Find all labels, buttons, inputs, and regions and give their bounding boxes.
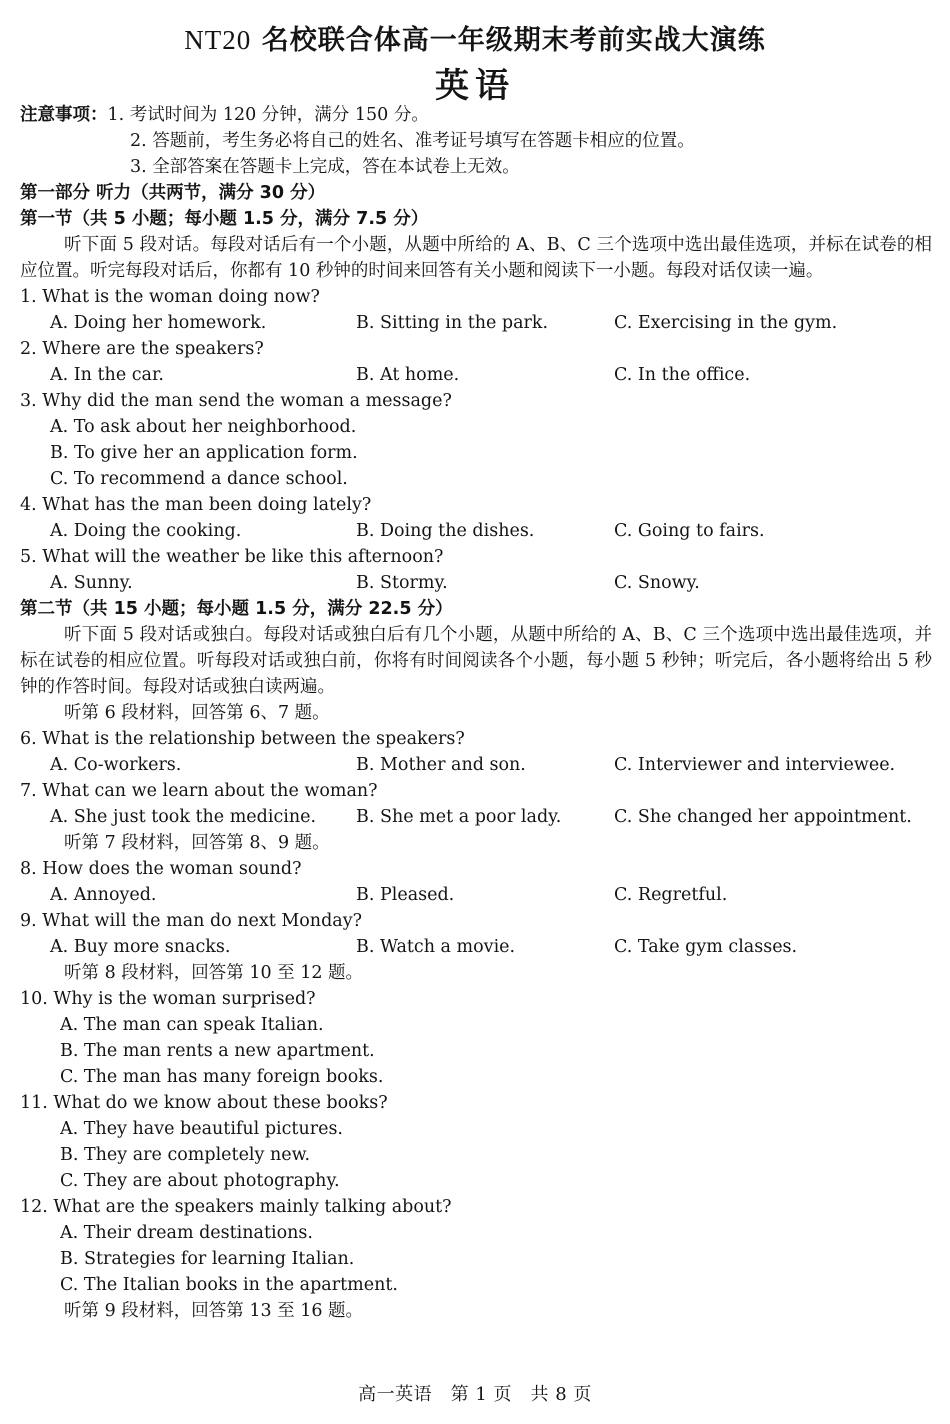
- question-9: 9. What will the man do next Monday?: [20, 911, 362, 931]
- notes-item-3: 3. 全部答案在答题卡上完成，答在本试卷上无效。: [130, 157, 520, 177]
- options-1: [20, 310, 932, 336]
- options-6: [20, 752, 932, 778]
- notes-line-1: [20, 102, 932, 128]
- option-4c: C. Going to fairs.: [614, 521, 765, 541]
- options-9: [20, 934, 932, 960]
- option-5a: A. Sunny.: [50, 573, 133, 593]
- section1-heading: 第一节（共 5 小题；每小题 1.5 分，满分 7.5 分）: [20, 209, 429, 229]
- option-9a: A. Buy more snacks.: [50, 937, 231, 957]
- question-10: 10. Why is the woman surprised?: [20, 989, 316, 1009]
- question-7: 7. What can we learn about the woman?: [20, 781, 378, 801]
- question-2: 2. Where are the speakers?: [20, 339, 264, 359]
- question-5: 5. What will the weather be like this afternoon?: [20, 547, 444, 567]
- option-9b: B. Watch a movie.: [356, 937, 516, 957]
- material-intro-9: 听第 9 段材料，回答第 13 至 16 题。: [64, 1301, 364, 1321]
- material-intro-6: 听第 6 段材料，回答第 6、7 题。: [64, 703, 330, 723]
- section2-instructions: 听下面 5 段对话或独白。每段对话或独白后有几个小题，从题中所给的 A、B、C 三个选项中选出最佳选项，并标在试卷的相应位置。听每段对话或独白前，你将有时间阅读各个小题，每小题 5 秒钟；听完后，各小题将给出 5 秒钟的作答时间。每段对话或独白读两遍。: [20, 625, 932, 697]
- option-2b: B. At home.: [356, 365, 460, 385]
- question-4: 4. What has the man been doing lately?: [20, 495, 372, 515]
- option-1c: C. Exercising in the gym.: [614, 313, 838, 333]
- subject-heading: 英语: [435, 66, 515, 106]
- option-3c: C. To recommend a dance school.: [50, 469, 348, 489]
- section1-instructions: 听下面 5 段对话。每段对话后有一个小题，从题中所给的 A、B、C 三个选项中选出最佳选项，并标在试卷的相应位置。听完每段对话后，你都有 10 秒钟的时间来回答有关小题和阅读下一小题。每段对话仅读一遍。: [20, 235, 932, 281]
- exam-title: [0, 18, 950, 57]
- options-2: [20, 362, 932, 388]
- material-intro-7: 听第 7 段材料，回答第 8、9 题。: [64, 833, 330, 853]
- question-8: 8. How does the woman sound?: [20, 859, 302, 879]
- option-11c: C. They are about photography.: [60, 1171, 340, 1191]
- option-6b: B. Mother and son.: [356, 755, 526, 775]
- material-intro-8: 听第 8 段材料，回答第 10 至 12 题。: [64, 963, 364, 983]
- option-4a: A. Doing the cooking.: [50, 521, 242, 541]
- part1-heading: 第一部分 听力（共两节，满分 30 分）: [20, 183, 326, 203]
- options-4: [20, 518, 932, 544]
- option-7a: A. She just took the medicine.: [50, 807, 317, 827]
- option-12c: C. The Italian books in the apartment.: [60, 1275, 398, 1295]
- option-2c: C. In the office.: [614, 365, 751, 385]
- option-9c: C. Take gym classes.: [614, 937, 798, 957]
- question-12: 12. What are the speakers mainly talking about?: [20, 1197, 452, 1217]
- option-5b: B. Stormy.: [356, 573, 448, 593]
- option-6c: C. Interviewer and interviewee.: [614, 755, 896, 775]
- options-7: [20, 804, 932, 830]
- option-2a: A. In the car.: [50, 365, 164, 385]
- option-3b: B. To give her an application form.: [50, 443, 358, 463]
- question-11: 11. What do we know about these books?: [20, 1093, 388, 1113]
- notes-item-1: 1. 考试时间为 120 分钟，满分 150 分。: [107, 105, 429, 125]
- question-6: 6. What is the relationship between the speakers?: [20, 729, 465, 749]
- options-5: [20, 570, 932, 596]
- notes-label: 注意事项：: [20, 105, 108, 125]
- question-1: 1. What is the woman doing now?: [20, 287, 320, 307]
- notes-item-2: 2. 答题前，考生务必将自己的姓名、准考证号填写在答题卡相应的位置。: [130, 131, 695, 151]
- option-4b: B. Doing the dishes.: [356, 521, 535, 541]
- option-10b: B. The man rents a new apartment.: [60, 1041, 375, 1061]
- section2-heading: 第二节（共 15 小题；每小题 1.5 分，满分 22.5 分）: [20, 599, 453, 619]
- question-3: 3. Why did the man send the woman a message?: [20, 391, 452, 411]
- option-5c: C. Snowy.: [614, 573, 700, 593]
- option-1a: A. Doing her homework.: [50, 313, 267, 333]
- page-footer: 高一英语 第 1 页 共 8 页: [358, 1384, 592, 1405]
- option-1b: B. Sitting in the park.: [356, 313, 549, 333]
- option-8b: B. Pleased.: [356, 885, 455, 905]
- options-8: [20, 882, 932, 908]
- option-10a: A. The man can speak Italian.: [60, 1015, 324, 1035]
- option-12b: B. Strategies for learning Italian.: [60, 1249, 355, 1269]
- option-7c: C. She changed her appointment.: [614, 807, 912, 827]
- exam-content: [20, 102, 932, 1324]
- option-11b: B. They are completely new.: [60, 1145, 311, 1165]
- option-12a: A. Their dream destinations.: [60, 1223, 313, 1243]
- option-3a: A. To ask about her neighborhood.: [50, 417, 357, 437]
- exam-title-rest: 名校联合体高一年级期末考前实战大演练: [251, 25, 766, 56]
- option-10c: C. The man has many foreign books.: [60, 1067, 384, 1087]
- option-8a: A. Annoyed.: [50, 885, 157, 905]
- option-11a: A. They have beautiful pictures.: [60, 1119, 343, 1139]
- option-7b: B. She met a poor lady.: [356, 807, 562, 827]
- option-6a: A. Co-workers.: [50, 755, 182, 775]
- exam-title-prefix: NT20: [184, 25, 252, 55]
- option-8c: C. Regretful.: [614, 885, 728, 905]
